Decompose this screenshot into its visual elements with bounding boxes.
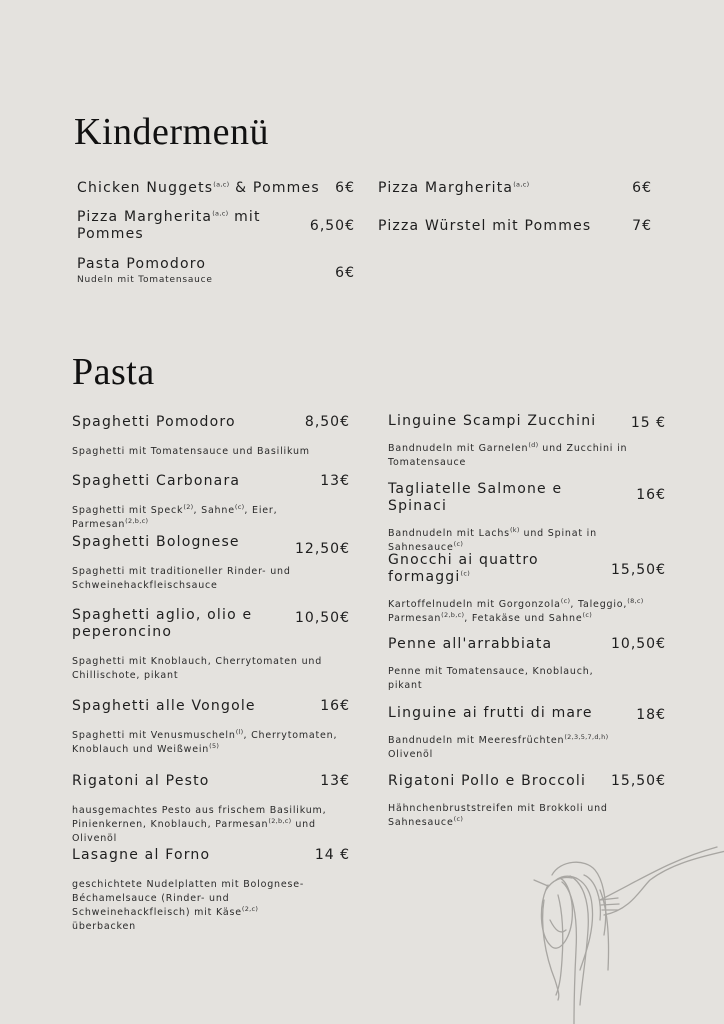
- item-description: Spaghetti mit Venusmuscheln$^{(l)}$, Cherrytomaten, Knoblauch und Weißwein$^{(5)}$: [72, 727, 338, 755]
- item-name: Penne all'arrabbiata: [388, 636, 553, 652]
- item-name: Linguine Scampi Zucchini: [388, 413, 597, 429]
- item-name: Spaghetti aglio, olio e peperoncino: [72, 607, 253, 640]
- item-price: 15,50€: [611, 562, 666, 578]
- item-price: 8,50€: [304, 414, 350, 430]
- item-name: Linguine ai frutti di mare: [388, 705, 593, 721]
- menu-item: [77, 180, 357, 197]
- item-description: Spaghetti mit traditioneller Rinder- und Schweinehackfleischsauce: [72, 566, 291, 591]
- item-name: Pizza Margherita$^{(a,c)}$: [378, 180, 530, 196]
- item-description: Spaghetti mit Knoblauch, Cherrytomaten und Chillischote, pikant: [72, 656, 323, 681]
- item-description: Kartoffelnudeln mit Gorgonzola$^{(c)}$, Taleggio,$^{(8,c)}$ Parmesan$^{(2,b,c)}$, Fetakäse und Sahne$^{(c)}$: [388, 596, 644, 624]
- item-name: Rigatoni Pollo e Broccoli: [388, 773, 587, 789]
- kids-menu-title: Kindermenü: [74, 111, 269, 153]
- menu-item: [72, 534, 350, 593]
- menu-item: [72, 773, 350, 846]
- spaghetti-fork-icon: [500, 820, 724, 1024]
- item-name: Gnocchi ai quattro formaggi$^{(c)}$: [388, 552, 539, 585]
- item-description: Nudeln mit Tomatensauce: [77, 275, 213, 285]
- item-price: 6€: [632, 180, 652, 196]
- item-price: 10,50€: [611, 636, 666, 652]
- item-price: 13€: [320, 773, 350, 789]
- menu-item: [77, 209, 357, 243]
- item-name: Chicken Nuggets$^{(a,c)}$ & Pommes: [77, 180, 320, 196]
- item-description: Bandnudeln mit Lachs$^{(k)}$ und Spinat in Sahnesauce$^{(c)}$: [388, 525, 597, 553]
- menu-item: [72, 473, 350, 532]
- item-name: Lasagne al Forno: [72, 847, 211, 863]
- item-price: 7€: [632, 218, 652, 234]
- menu-item: [388, 636, 666, 693]
- menu-item: [72, 847, 350, 934]
- pasta-title: Pasta: [72, 351, 155, 393]
- item-name: Spaghetti Pomodoro: [72, 414, 236, 430]
- item-price: 12,50€: [295, 541, 350, 557]
- item-name: Tagliatelle Salmone e Spinaci: [388, 481, 563, 514]
- item-description: Bandnudeln mit Meeresfrüchten$^{(2,3,5,7,d,h)}$ Olivenöl: [388, 732, 609, 760]
- item-price: 6€: [335, 265, 355, 281]
- item-price: 14 €: [314, 847, 350, 863]
- item-price: 6,50€: [309, 218, 355, 234]
- item-price: 15 €: [630, 415, 666, 431]
- item-price: 10,50€: [295, 610, 350, 626]
- menu-item: [388, 552, 666, 626]
- item-price: 16€: [636, 487, 666, 503]
- menu-item: [378, 180, 654, 197]
- menu-item: [388, 705, 666, 762]
- menu-item: [388, 413, 666, 470]
- item-name: Spaghetti Carbonara: [72, 473, 241, 489]
- item-name: Pizza Würstel mit Pommes: [378, 218, 592, 234]
- menu-item: [378, 218, 654, 235]
- item-name: Spaghetti Bolognese: [72, 534, 240, 550]
- menu-item: [77, 256, 357, 287]
- menu-item: [72, 414, 350, 459]
- item-description: geschichtete Nudelplatten mit Bolognese-Béchamelsauce (Rinder- und Schweinehackfleisch) mit Käse$^{(2,c)}$ überbacken: [72, 879, 305, 932]
- item-description: Penne mit Tomatensauce, Knoblauch, pikant: [388, 666, 594, 691]
- item-description: Hähnchenbruststreifen mit Brokkoli und Sahnesauce$^{(c)}$: [388, 803, 608, 828]
- item-name: Pizza Margherita$^{(a,c)}$ mit Pommes: [77, 209, 261, 242]
- menu-item: [72, 607, 350, 683]
- item-name: Rigatoni al Pesto: [72, 773, 210, 789]
- item-price: 18€: [636, 707, 666, 723]
- item-price: 6€: [335, 180, 355, 196]
- item-description: Spaghetti mit Tomatensauce und Basilikum: [72, 446, 310, 457]
- menu-item: [388, 481, 666, 555]
- item-description: hausgemachtes Pesto aus frischem Basilikum, Pinienkernen, Knoblauch, Parmesan$^{(2,b,c)}$ und Olivenöl: [72, 805, 327, 844]
- item-price: 13€: [320, 473, 350, 489]
- item-description: Spaghetti mit Speck$^{(2)}$, Sahne$^{(c)}$, Eier, Parmesan$^{(2,b,c)}$: [72, 502, 278, 530]
- item-name: Spaghetti alle Vongole: [72, 698, 256, 714]
- item-price: 15,50€: [611, 773, 666, 789]
- item-price: 16€: [320, 698, 350, 714]
- item-description: Bandnudeln mit Garnelen$^{(d)}$ und Zucchini in Tomatensauce: [388, 440, 628, 468]
- item-name: Pasta Pomodoro: [77, 256, 207, 272]
- menu-item: [72, 698, 350, 757]
